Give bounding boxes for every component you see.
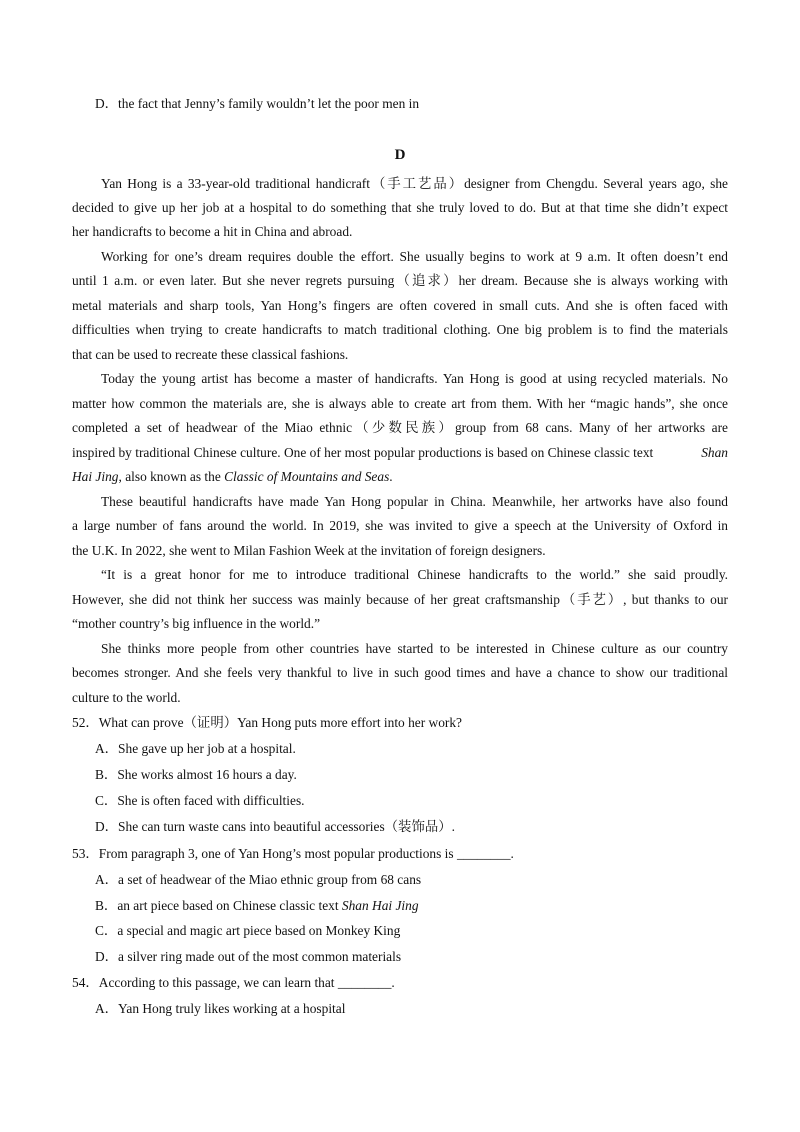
passage-line: her handicrafts to become a hit in China and abroad. — [72, 224, 353, 239]
answer-option-a[interactable]: A．She gave up her job at a hospital. — [95, 741, 296, 756]
answer-option-a[interactable]: A．Yan Hong truly likes working at a hospital — [95, 1001, 346, 1016]
passage-line: Working for one’s dream requires double the effort. She usually begins to work at 9 a.m. It often doesn’t end — [101, 249, 728, 264]
passage-line: “It is a great honor for me to introduce traditional Chinese handicrafts to the world.” she said proudly. — [101, 567, 728, 582]
passage-line: However, she did not think her success was mainly because of her great craftsmanship（手艺）, but thanks to our — [72, 592, 728, 607]
option-text: B．an art piece based on Chinese classic text — [95, 898, 342, 913]
passage-line — [72, 468, 393, 486]
book-english-title: Classic of Mountains and Seas — [224, 469, 390, 484]
passage-line: matter how common the materials are, she is always able to create art from them. With her “magic hands”, she once — [72, 396, 728, 411]
passage-line: She thinks more people from other countries have started to be interested in Chinese culture as our country — [101, 641, 728, 656]
book-title-part: Hai Jing — [72, 469, 119, 484]
passage-line: Today the young artist has become a master of handicrafts. Yan Hong is good at using recycled materials. No — [101, 371, 728, 386]
answer-option-c[interactable]: C．She is often faced with difficulties. — [95, 793, 305, 808]
answer-option-a[interactable]: A．a set of headwear of the Miao ethnic group from 68 cans — [95, 872, 422, 887]
answer-option-b[interactable] — [95, 897, 419, 915]
passage-line: decided to give up her job at a hospital to do something that she truly loved to do. But at that time she didn’t expect — [72, 200, 728, 215]
passage-line: completed a set of headwear of the Miao ethnic（少数民族）group from 68 cans. Many of her artworks are — [72, 420, 728, 435]
passage-line: metal materials and sharp tools, Yan Hong’s fingers are often covered in small cuts. And she is often faced with — [72, 298, 728, 313]
previous-question-option-d: D．the fact that Jenny’s family wouldn’t let the poor men in — [95, 96, 420, 111]
passage-line — [72, 444, 728, 462]
passage-line: until 1 a.m. or even later. But she never regrets pursuing（追求）her dream. Because she is always working with — [72, 273, 728, 288]
passage-line: the U.K. In 2022, she went to Milan Fashion Week at the invitation of foreign designers. — [72, 543, 546, 558]
section-heading: D — [394, 147, 406, 163]
question-stem: 53．From paragraph 3, one of Yan Hong’s most popular productions is ________. — [72, 846, 514, 861]
question-stem: 52．What can prove（证明）Yan Hong puts more effort into her work? — [72, 715, 462, 730]
passage-line: a large number of fans around the world. In 2019, she was invited to give a speech at the University of Oxford in — [72, 518, 728, 533]
passage-line: Yan Hong is a 33-year-old traditional handicraft（手工艺品）designer from Chengdu. Several years ago, she — [101, 176, 728, 191]
passage-text: inspired by traditional Chinese culture. One of her most popular productions is based on Chinese classic text — [72, 445, 654, 460]
answer-option-d[interactable]: D．She can turn waste cans into beautiful accessories（装饰品）. — [95, 819, 455, 834]
answer-option-c[interactable]: C．a special and magic art piece based on Monkey King — [95, 923, 401, 938]
book-title-part: Shan — [701, 445, 728, 460]
passage-line: that can be used to recreate these classical fashions. — [72, 347, 349, 362]
passage-line: “mother country’s big influence in the world.” — [72, 616, 321, 631]
passage-line: difficulties when trying to create handicrafts to match traditional clothing. One big problem is to find the materials — [72, 322, 728, 337]
answer-option-d[interactable]: D．a silver ring made out of the most common materials — [95, 949, 402, 964]
answer-option-b[interactable]: B．She works almost 16 hours a day. — [95, 767, 297, 782]
passage-text: . — [389, 469, 393, 484]
passage-line: becomes stronger. And she feels very thankful to live in such good times and have a chance to show our traditional — [72, 665, 728, 680]
passage-line: These beautiful handicrafts have made Yan Hong popular in China. Meanwhile, her artworks have also found — [101, 494, 728, 509]
passage-line: culture to the world. — [72, 690, 181, 705]
question-stem: 54．According to this passage, we can learn that ________. — [72, 975, 395, 990]
passage-text: , also known as the — [118, 469, 225, 484]
book-title: Shan Hai Jing — [341, 898, 419, 913]
